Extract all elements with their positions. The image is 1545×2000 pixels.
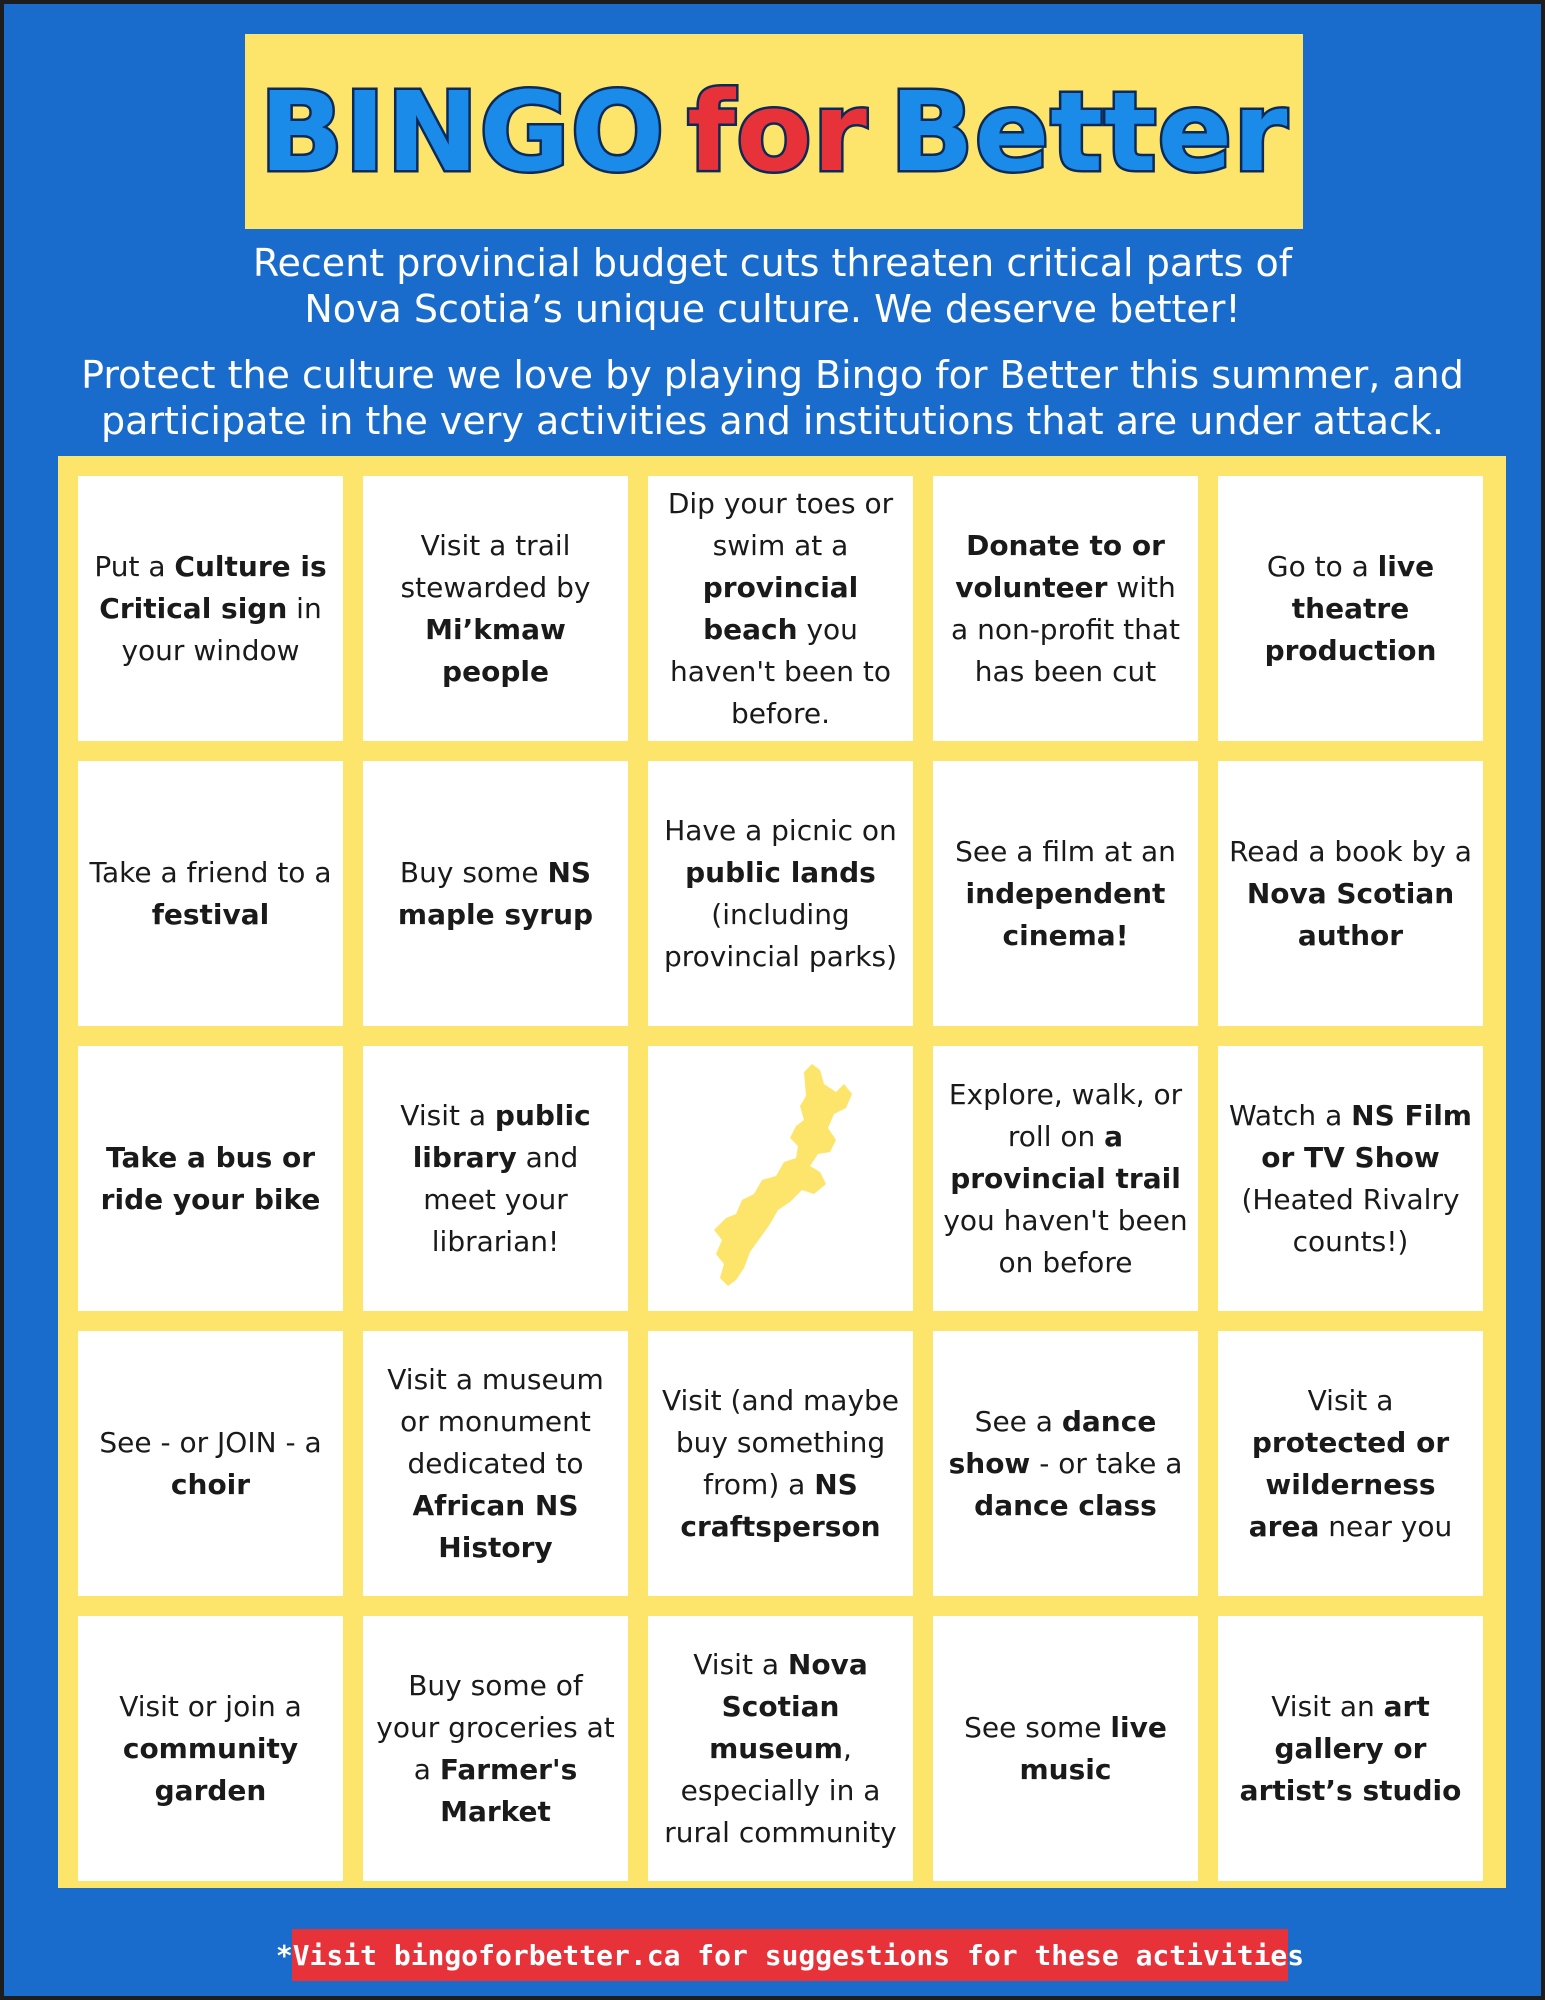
square-text-bold: art gallery or artist’s studio	[1239, 1689, 1462, 1807]
bingo-square	[1218, 1616, 1483, 1881]
intro-line-4: participate in the very activities and institutions that are under attack.	[101, 399, 1444, 443]
page-title	[260, 68, 1289, 196]
square-text	[373, 1665, 618, 1833]
square-text-bold: Mi’kmaw people	[425, 612, 566, 688]
bingo-square	[363, 761, 628, 1026]
square-text	[1228, 1686, 1473, 1812]
title-banner	[245, 34, 1303, 229]
bingo-square	[78, 761, 343, 1026]
square-text-regular: Explore, walk, or roll on	[948, 1077, 1183, 1153]
square-text-bold: festival	[151, 897, 270, 931]
square-text-regular: , especially in a rural community	[664, 1731, 897, 1849]
square-text-bold: Farmer's Market	[439, 1752, 578, 1828]
square-text	[373, 852, 618, 936]
square-text	[658, 1644, 903, 1854]
square-text-regular: See a film at an	[955, 834, 1176, 868]
square-text	[658, 483, 903, 735]
square-text-regular: Visit (and maybe buy something from) a	[661, 1383, 900, 1501]
square-text	[88, 1137, 333, 1221]
bingo-board	[58, 456, 1506, 1888]
bingo-square	[363, 476, 628, 741]
square-text-regular: you haven't been on before	[943, 1203, 1188, 1279]
nova-scotia-map-icon	[686, 1054, 876, 1304]
square-text-regular: Put a	[94, 549, 175, 583]
poster	[4, 4, 1541, 1996]
square-text-bold: African NS History	[412, 1488, 579, 1564]
square-text	[88, 1686, 333, 1812]
square-text-regular: Visit a museum or monument dedicated to	[387, 1362, 604, 1480]
bingo-square	[1218, 761, 1483, 1026]
square-text-bold: live theatre production	[1264, 549, 1437, 667]
square-text-regular: Buy some	[399, 855, 548, 889]
square-text-regular: Visit a	[693, 1647, 788, 1681]
square-text	[1228, 1095, 1473, 1263]
square-text-bold: independent cinema!	[965, 876, 1166, 952]
square-text-regular: Take a friend to a	[89, 855, 332, 889]
square-text-regular: Buy some of your groceries at a	[376, 1668, 615, 1786]
square-text	[88, 852, 333, 936]
square-text	[943, 831, 1188, 957]
square-text-bold: dance class	[974, 1488, 1157, 1522]
square-text-regular: Go to a	[1266, 549, 1378, 583]
intro-line-1: Recent provincial budget cuts threaten critical parts of	[252, 241, 1293, 285]
bingo-square	[363, 1616, 628, 1881]
square-text-regular: (Heated Rivalry counts!)	[1241, 1182, 1460, 1258]
square-text	[943, 1401, 1188, 1527]
square-text-regular: Visit or join a	[119, 1689, 302, 1723]
bingo-square	[648, 1331, 913, 1596]
square-text-bold: Nova Scotian author	[1246, 876, 1455, 952]
square-text-regular: Visit a	[1307, 1383, 1394, 1417]
square-text-regular: See - or JOIN - a	[99, 1425, 322, 1459]
square-text-regular: See a	[974, 1404, 1062, 1438]
bingo-square	[648, 476, 913, 741]
intro-line-2: Nova Scotia’s unique culture. We deserve better!	[304, 287, 1241, 331]
bingo-square	[648, 761, 913, 1026]
bingo-square	[1218, 1046, 1483, 1311]
square-text-regular: - or take a	[1030, 1446, 1183, 1480]
square-text	[943, 1707, 1188, 1791]
bingo-square	[1218, 1331, 1483, 1596]
square-text-bold: public lands	[685, 855, 876, 889]
square-text	[88, 1422, 333, 1506]
square-text-bold: provincial beach	[702, 570, 859, 646]
square-text	[943, 1074, 1188, 1284]
square-text-regular: Visit an	[1271, 1689, 1384, 1723]
square-text-regular: near you	[1319, 1509, 1453, 1543]
bingo-square	[933, 1046, 1198, 1311]
square-text-regular: Read a book by a	[1229, 834, 1472, 868]
square-text-bold: Culture is Critical sign	[99, 549, 327, 625]
square-text-regular: with a non-profit that has been cut	[951, 570, 1180, 688]
bingo-square	[363, 1046, 628, 1311]
square-text-regular: Have a picnic on	[664, 813, 897, 847]
intro-paragraph-1	[4, 240, 1541, 332]
square-text-bold: Nova Scotian museum	[709, 1647, 868, 1765]
square-text-regular: Watch a	[1229, 1098, 1352, 1132]
intro-line-3: Protect the culture we love by playing Bingo for Better this summer, and	[81, 353, 1464, 397]
intro-paragraph-2	[4, 352, 1541, 444]
square-text-regular: See some	[964, 1710, 1111, 1744]
bingo-square	[78, 1331, 343, 1596]
square-text	[373, 1359, 618, 1569]
square-text-bold: protected or wilderness area	[1248, 1425, 1450, 1543]
title-word-for: for	[687, 67, 868, 196]
square-text-bold: NS craftsperson	[680, 1467, 881, 1543]
square-text	[373, 525, 618, 693]
bingo-square	[933, 761, 1198, 1026]
bingo-free-space	[648, 1046, 913, 1311]
square-text	[943, 525, 1188, 693]
bingo-square	[78, 1616, 343, 1881]
square-text-bold: dance show	[948, 1404, 1157, 1480]
square-text-bold: Take a bus or ride your bike	[100, 1140, 321, 1216]
square-text-bold: NS Film or TV Show	[1261, 1098, 1472, 1174]
square-text	[373, 1095, 618, 1263]
bingo-square	[1218, 476, 1483, 741]
square-text	[1228, 831, 1473, 957]
bingo-square	[933, 1331, 1198, 1596]
bingo-square	[933, 1616, 1198, 1881]
bingo-square	[648, 1616, 913, 1881]
square-text-bold: Donate to or volunteer	[955, 528, 1165, 604]
square-text-bold: public library	[412, 1098, 591, 1174]
square-text	[1228, 1380, 1473, 1548]
square-text-bold: live music	[1019, 1710, 1167, 1786]
square-text-bold: choir	[170, 1467, 251, 1501]
square-text	[88, 546, 333, 672]
square-text-bold: NS maple syrup	[397, 855, 594, 931]
square-text-regular: Dip your toes or swim at a	[667, 486, 894, 562]
bingo-square	[78, 476, 343, 741]
square-text-bold: community garden	[122, 1731, 299, 1807]
square-text-regular: in your window	[121, 591, 322, 667]
square-text-regular: (including provincial parks)	[663, 897, 898, 973]
bingo-square	[78, 1046, 343, 1311]
square-text-regular: Visit a trail stewarded by	[400, 528, 591, 604]
title-word-better: Better	[889, 67, 1289, 196]
square-text-bold: a provincial trail	[950, 1119, 1181, 1195]
square-text-regular: and meet your librarian!	[423, 1140, 579, 1258]
square-text-regular: Visit a	[400, 1098, 495, 1132]
square-text	[658, 1380, 903, 1548]
square-text	[1228, 546, 1473, 672]
square-text-regular: you haven't been to before.	[669, 612, 891, 730]
footer-banner: *Visit bingoforbetter.ca for suggestions for these activities	[292, 1929, 1288, 1981]
bingo-square	[933, 476, 1198, 741]
bingo-square	[363, 1331, 628, 1596]
title-word-bingo: BINGO	[259, 67, 666, 196]
square-text	[658, 810, 903, 978]
